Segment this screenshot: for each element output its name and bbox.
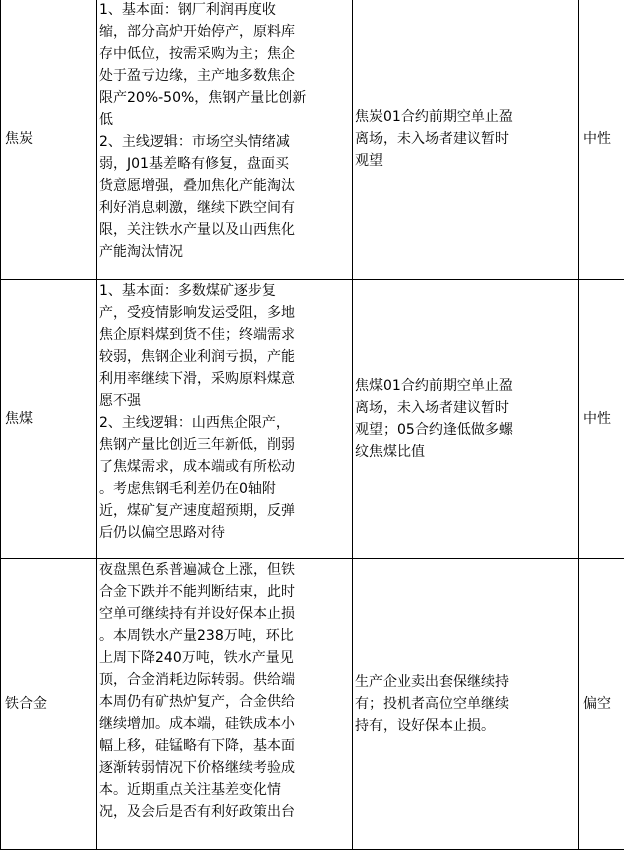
analysis-line: 低 [99,109,350,131]
analysis-cell [97,280,353,559]
analysis-line: 顶，合金消耗边际转弱。供给端 [99,669,350,691]
analysis-line: 幅上移，硅锰略有下降，基本面 [99,735,350,757]
advice-line: 离场，未入场者建议暂时 [355,128,576,150]
analysis-line: 限，关注铁水产量以及山西焦化 [99,219,350,241]
analysis-line: 上周下降240万吨，铁水产量见 [99,647,350,669]
advice-line: 观望 [355,150,576,172]
analysis-line: 缩，部分高炉开始停产，原料库 [99,21,350,43]
stance-cell: 中性 [579,0,624,280]
commodity-name: 焦煤 [1,280,97,559]
analysis-line: 夜盘黑色系普遍减仓上涨，但铁 [99,559,350,581]
table-row [1,559,624,850]
analysis-line: 利好消息刺激，继续下跌空间有 [99,197,350,219]
advice-line: 有；投机者高位空单继续 [355,693,576,715]
stance-cell: 中性 [579,280,624,559]
stance-cell: 偏空 [579,559,624,850]
analysis-line: 近，煤矿复产速度超预期，反弹 [99,500,350,522]
analysis-line: 继续增加。成本端，硅铁成本小 [99,713,350,735]
analysis-line: 愿不强 [99,390,350,412]
advice-cell [353,280,579,559]
analysis-line: 后仍以偏空思路对待 [99,522,350,544]
analysis-line: 本周仍有矿热炉复产，合金供给 [99,691,350,713]
analysis-line: 焦企原料煤到货不佳；终端需求 [99,324,350,346]
analysis-line: 况，及会后是否有利好政策出台 [99,801,350,823]
advice-line: 生产企业卖出套保继续持 [355,671,576,693]
advice-line: 焦煤01合约前期空单止盈 [355,375,576,397]
advice-cell [353,0,579,280]
analysis-line: 弱，J01基差略有修复，盘面买 [99,153,350,175]
analysis-line: 。考虑焦钢毛利差仍在0轴附 [99,478,350,500]
table-row [1,280,624,559]
analysis-line: 货意愿增强，叠加焦化产能淘汰 [99,175,350,197]
analysis-line: 利用率继续下滑，采购原料煤意 [99,368,350,390]
commodity-name: 焦炭 [1,0,97,280]
analysis-line: 1、基本面：多数煤矿逐步复 [99,280,350,302]
commodity-name: 铁合金 [1,559,97,850]
analysis-line: 产能淘汰情况 [99,241,350,263]
analysis-line: 逐渐转弱情况下价格继续考验成 [99,757,350,779]
analysis-line: 限产20%-50%，焦钢产量比创新 [99,87,350,109]
analysis-line: 存中低位，按需采购为主；焦企 [99,43,350,65]
advice-line: 持有，设好保本止损。 [355,715,576,737]
analysis-line: 合金下跌并不能判断结束，此时 [99,581,350,603]
analysis-line: 2、主线逻辑：山西焦企限产， [99,412,350,434]
analysis-line: 本。近期重点关注基差变化情 [99,779,350,801]
analysis-line: 较弱，焦钢企业利润亏损，产能 [99,346,350,368]
analysis-line: 处于盈亏边缘，主产地多数焦企 [99,65,350,87]
analysis-line: 空单可继续持有并设好保本止损 [99,603,350,625]
advice-line: 纹焦煤比值 [355,441,576,463]
analysis-cell [97,559,353,850]
advice-line: 观望；05合约逢低做多螺 [355,419,576,441]
analysis-cell [97,0,353,280]
advice-cell [353,559,579,850]
advice-line: 焦炭01合约前期空单止盈 [355,106,576,128]
analysis-line: 1、基本面：钢厂利润再度收 [99,0,350,21]
advice-line: 离场，未入场者建议暂时 [355,397,576,419]
analysis-line: 。本周铁水产量238万吨，环比 [99,625,350,647]
analysis-line: 2、主线逻辑：市场空头情绪减 [99,131,350,153]
table-row [1,0,624,280]
analysis-line: 产，受疫情影响发运受阻，多地 [99,302,350,324]
analysis-line: 了焦煤需求，成本端或有所松动 [99,456,350,478]
analysis-line: 焦钢产量比创近三年新低，削弱 [99,434,350,456]
